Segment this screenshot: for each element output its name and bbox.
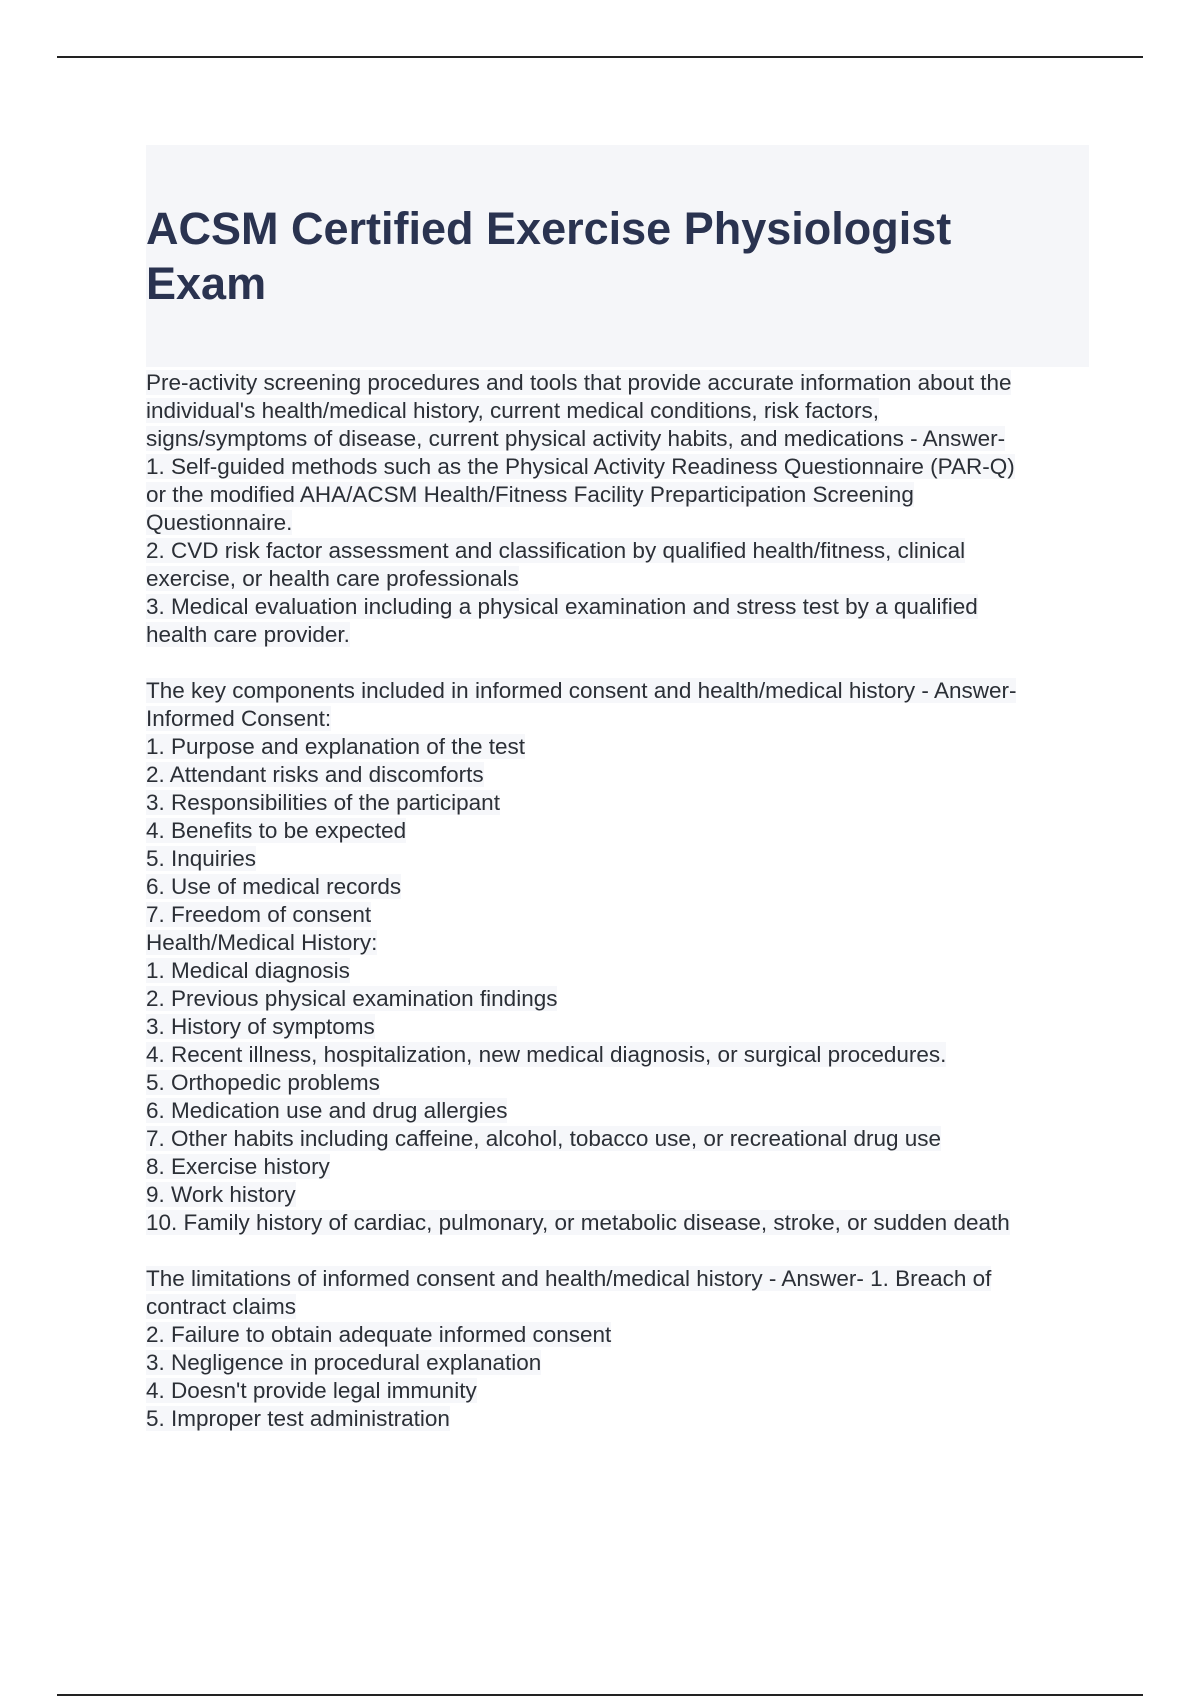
- text-line: [146, 845, 1096, 873]
- text-line-content: 3. Responsibilities of the participant: [146, 790, 500, 815]
- text-line: [146, 789, 1096, 817]
- text-line-content: 3. History of symptoms: [146, 1014, 375, 1039]
- text-line-content: 4. Doesn't provide legal immunity: [146, 1378, 477, 1403]
- text-line-content: 5. Orthopedic problems: [146, 1070, 380, 1095]
- text-line-content: 1. Medical diagnosis: [146, 958, 350, 983]
- text-line-content: or the modified AHA/ACSM Health/Fitness Facility Preparticipation Screening: [146, 482, 914, 507]
- text-line: [146, 1097, 1096, 1125]
- text-line: [146, 733, 1096, 761]
- text-line: [146, 1293, 1096, 1321]
- text-line-content: 2. Failure to obtain adequate informed consent: [146, 1322, 612, 1347]
- text-line-content: 10. Family history of cardiac, pulmonary, or metabolic disease, stroke, or sudden death: [146, 1210, 1010, 1235]
- text-line-content: 3. Medical evaluation including a physical examination and stress test by a qualified: [146, 594, 978, 619]
- text-line-content: 3. Negligence in procedural explanation: [146, 1350, 542, 1375]
- text-line: [146, 677, 1096, 705]
- text-line: [146, 1377, 1096, 1405]
- text-line-content: 1. Purpose and explanation of the test: [146, 734, 526, 759]
- text-line: [146, 1041, 1096, 1069]
- text-line-content: 9. Work history: [146, 1182, 296, 1207]
- text-line-content: 2. Previous physical examination findings: [146, 986, 558, 1011]
- text-line-content: exercise, or health care professionals: [146, 566, 519, 591]
- text-line: [146, 621, 1096, 649]
- text-line: [146, 1209, 1096, 1237]
- text-line-content: 7. Other habits including caffeine, alcohol, tobacco use, or recreational drug use: [146, 1126, 942, 1151]
- bottom-rule: [57, 1694, 1143, 1696]
- text-line-content: Health/Medical History:: [146, 930, 378, 955]
- text-line-content: 2. CVD risk factor assessment and classification by qualified health/fitness, clinical: [146, 538, 966, 563]
- title-line: Exam: [146, 258, 267, 309]
- text-line-content: contract claims: [146, 1294, 297, 1319]
- text-line-content: health care provider.: [146, 622, 350, 647]
- text-line-content: 2. Attendant risks and discomforts: [146, 762, 484, 787]
- text-line: [146, 593, 1096, 621]
- text-line: [146, 537, 1096, 565]
- text-line-content: 5. Inquiries: [146, 846, 257, 871]
- text-line-content: 6. Use of medical records: [146, 874, 402, 899]
- text-line-content: Pre-activity screening procedures and tools that provide accurate information about the: [146, 370, 1012, 395]
- text-line: [146, 761, 1096, 789]
- text-line: [146, 1013, 1096, 1041]
- page-title: [146, 201, 1046, 311]
- text-line: [146, 901, 1096, 929]
- text-line: [146, 369, 1096, 397]
- text-line-content: 4. Recent illness, hospitalization, new medical diagnosis, or surgical procedures.: [146, 1042, 947, 1067]
- title-line: ACSM Certified Exercise Physiologist: [146, 203, 952, 254]
- text-line: [146, 957, 1096, 985]
- text-line-content: 1. Self-guided methods such as the Physical Activity Readiness Questionnaire (PAR-Q): [146, 454, 1015, 479]
- text-line: [146, 565, 1096, 593]
- text-line: [146, 453, 1096, 481]
- text-line: [146, 397, 1096, 425]
- text-line: [146, 1349, 1096, 1377]
- text-line: [146, 509, 1096, 537]
- text-line: [146, 1181, 1096, 1209]
- text-line-content: 8. Exercise history: [146, 1154, 330, 1179]
- text-line-content: 6. Medication use and drug allergies: [146, 1098, 508, 1123]
- text-line-content: The key components included in informed consent and health/medical history - Answer-: [146, 678, 1017, 703]
- text-line: [146, 1125, 1096, 1153]
- text-line-content: Questionnaire.: [146, 510, 293, 535]
- text-line: [146, 1265, 1096, 1293]
- text-line: [146, 873, 1096, 901]
- top-rule: [57, 56, 1143, 58]
- text-line: [146, 705, 1096, 733]
- text-line: [146, 1321, 1096, 1349]
- text-line-content: individual's health/medical history, current medical conditions, risk factors,: [146, 398, 879, 423]
- text-line: [146, 929, 1096, 957]
- text-line-content: 4. Benefits to be expected: [146, 818, 407, 843]
- text-line: [146, 1405, 1096, 1433]
- text-line-content: 7. Freedom of consent: [146, 902, 372, 927]
- text-line-content: 5. Improper test administration: [146, 1406, 450, 1431]
- text-line-content: The limitations of informed consent and health/medical history - Answer- 1. Breach of: [146, 1266, 992, 1291]
- qa-block-limitations: [146, 1265, 1096, 1433]
- text-line-content: Informed Consent:: [146, 706, 332, 731]
- text-line: [146, 1069, 1096, 1097]
- document-body: [146, 369, 1096, 1461]
- text-line: [146, 817, 1096, 845]
- qa-block-screening: [146, 369, 1096, 649]
- text-line: [146, 985, 1096, 1013]
- text-line: [146, 425, 1096, 453]
- text-line-content: signs/symptoms of disease, current physical activity habits, and medications - Answer-: [146, 426, 1006, 451]
- text-line: [146, 481, 1096, 509]
- text-line: [146, 1153, 1096, 1181]
- qa-block-informed-consent: [146, 677, 1096, 1237]
